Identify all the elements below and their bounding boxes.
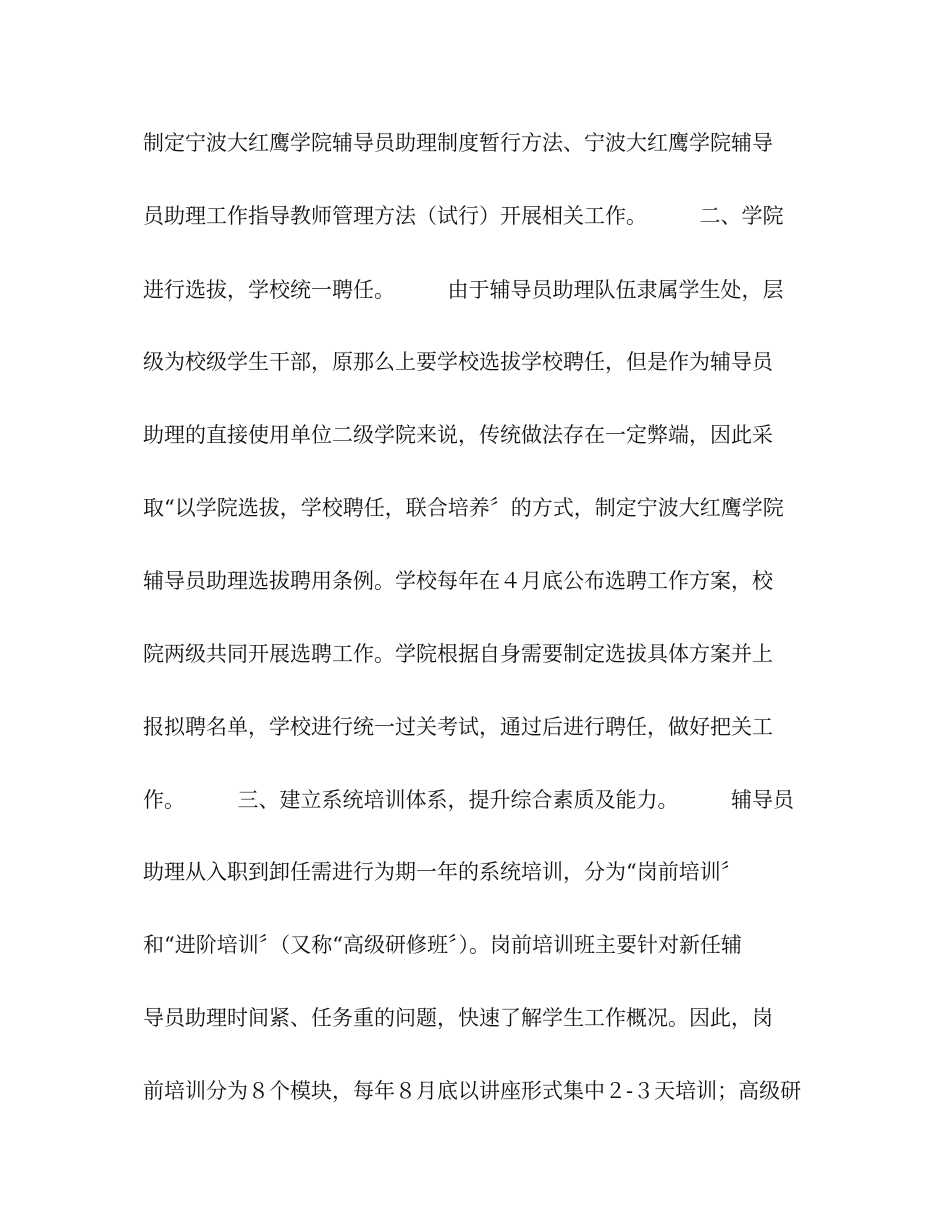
body-text-line: 进行选拔，学校统一聘任。 由于辅导员助理队伍隶属学生处，层 [143,278,784,302]
body-text-line: 院两级共同开展选聘工作。学院根据自身需要制定选拔具体方案并上 [143,642,773,666]
body-text-line: 制定宁波大红鹰学院辅导员助理制度暂行方法、宁波大红鹰学院辅导 [143,131,773,155]
body-text-line: 作。 三、建立系统培训体系，提升综合素质及能力。 辅导员 [143,788,794,812]
body-text-line: 报拟聘名单，学校进行统一过关考试，通过后进行聘任，做好把关工 [143,715,773,739]
body-text-line: 助理从入职到卸任需进行为期一年的系统培训，分为“岗前培训〞 [143,860,742,884]
body-text-line: 助理的直接使用单位二级学院来说，传统做法存在一定弊端，因此采 [143,423,773,447]
body-text-line: 导员助理时间紧、任务重的问题，快速了解学生工作概况。因此，岗 [143,1006,773,1030]
body-text-line: 辅导员助理选拔聘用条例。学校每年在４月底公布选聘工作方案，校 [143,569,773,593]
body-text-line: 和“进阶培训〞（又称“高级研修班〞）。岗前培训班主要针对新任辅 [143,933,742,957]
body-text-line: 前培训分为８个模块，每年８月底以讲座形式集中２-３天培训；高级研 [143,1079,802,1103]
body-text-line: 取“以学院选拔，学校聘任，联合培养〞的方式，制定宁波大红鹰学院 [143,496,784,520]
body-text-line: 员助理工作指导教师管理方法（试行）开展相关工作。 二、学院 [143,204,784,228]
body-text-line: 级为校级学生干部，原那么上要学校选拔学校聘任，但是作为辅导员 [143,350,773,374]
